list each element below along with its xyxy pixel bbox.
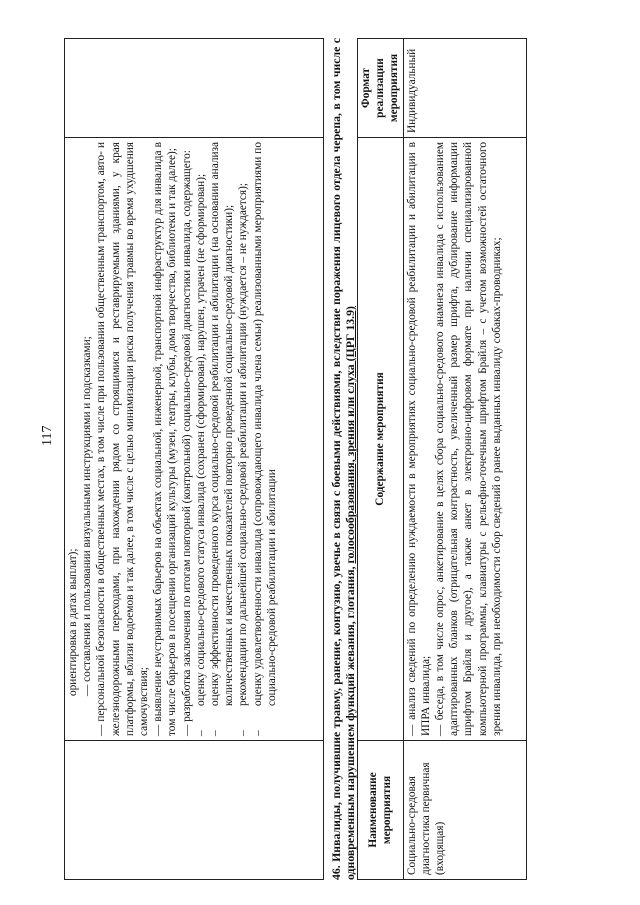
continuation-table [64, 38, 324, 880]
table-header-row [358, 39, 404, 880]
paragraph: — составления и пользовании визуальными инструкциями и подсказками; [81, 336, 94, 696]
activity-name-cell: Социально-средовая диагностика первичная (входящая) [403, 741, 526, 880]
list-item [208, 142, 236, 736]
list-dash: – [194, 730, 207, 736]
list-item [194, 142, 208, 736]
list-item-text: оценку социально-средового статуса инвалида (сохранен (сформирован), нарушен, утрачен (не сформирован); [194, 173, 207, 706]
empty-name-cell [65, 741, 324, 880]
paragraph: ориентировка в датах выплат); [67, 548, 79, 696]
paragraph: — персональной безопасности в общественных местах, в том числе при пользовании общественным транспортом, авто- и железнодорожными переходами, при нахождении рядом со строящимися и реставрируемыми зданиями, у края платформы, вблизи водоемов и так далее, в том числе с целью минимизации риска получения травмы во время ухудшения самочувствия; [95, 142, 151, 736]
paragraph: — беседа, в том числе опрос, анкетирование в целях сбора социально-средового анамнеза инвалида с использованием адаптированных бланков (отрицательная контрастность, увеличенный размер шрифта, дублирование информации шрифтом Брайля и другое), а также анкет в электронно-цифровом формате при наличии специализированной компьютерной программы, клавиатуры с рельефно-точечным шрифтом Брайля – с учетом возможностей остаточного зрения инвалида, при необходимости сбор сведений о ранее выданных инвалиду собаках-проводниках; [434, 142, 503, 736]
table-row [65, 39, 324, 880]
rotated-page-content [64, 38, 584, 880]
list-item-text: оценку удовлетворенности инвалида (сопровождающего инвалида члена семьи) реализованными мероприятиями по социально-средовой реабилитации и абилитации [251, 142, 278, 706]
section-title-text: 46. Инвалиды, получившие травму, ранение, контузию, увечье в связи с боевыми действиями, вследствие поражения лицевого отдела черепа, в том числе с одновременным нарушением функций жевания, глотания, [329, 38, 357, 880]
list [194, 142, 279, 736]
list-item-text: рекомендации по дальнейшей социально-средовой реабилитации и абилитации (нуждается – не нуждается); [237, 182, 250, 706]
list-dash: – [251, 730, 264, 736]
paragraph: — анализ сведений по определению нуждаемости в мероприятиях социально-средовой реабилитации и абилитации в ИПРА инвалида; [405, 142, 432, 736]
list-item [251, 142, 279, 736]
activities-table [357, 38, 527, 880]
list-dash: – [209, 730, 222, 736]
paragraph: — разработка заключения по итогам повторной (контрольной) социально-средовой диагностики инвалида, содержащего: [180, 150, 193, 736]
list-item [236, 142, 250, 736]
activity-format-cell: Индивидуальный [403, 39, 526, 138]
column-header-content: Содержание мероприятия [358, 138, 404, 741]
activity-content-cell [403, 138, 526, 741]
list-item-text: оценку эффективности проведенного курса социально-средовой реабилитации и абилитации (на основании анализа количественных и качественных показателей повторно проведенной социально-средовой диагностики); [209, 142, 236, 706]
section-title [329, 38, 357, 880]
table-row [403, 39, 526, 880]
paragraph: — выявление неустранимых барьеров на объектах социальной, инженерной, транспортной инфраструктур для инвалида в том числе барьеров в посещении организаций культуры (музеи, театры, клубы, дома творчества, библиотеки и так далее); [152, 142, 179, 736]
page-number: 117 [40, 425, 55, 446]
column-header-name: Наименование мероприятия [358, 741, 404, 880]
section-title-underlined: голосообразования, зрения или слуха (ЦРГ 13.9) [343, 306, 357, 564]
content-cell [65, 138, 324, 741]
empty-format-cell [65, 39, 324, 138]
list-dash: – [237, 730, 250, 736]
column-header-format: Формат реализации мероприятия [358, 39, 404, 138]
